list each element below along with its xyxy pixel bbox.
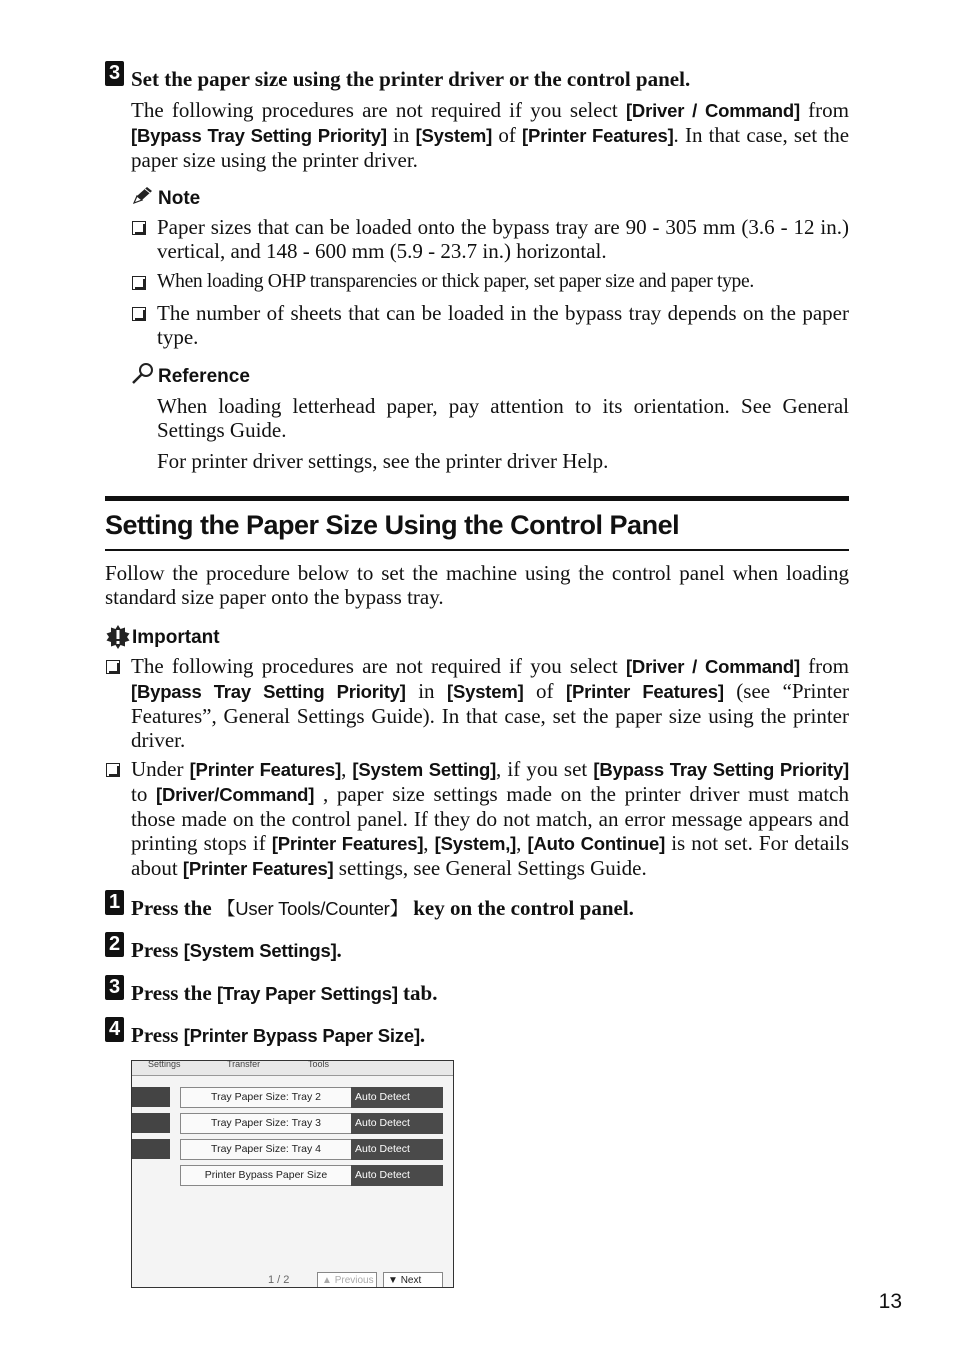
screenshot-side-button[interactable] [132, 1113, 170, 1133]
tray-setting-value: Auto Detect [351, 1139, 443, 1160]
step-heading: Set the paper size using the printer driver or the control panel. [131, 67, 691, 91]
checkbox-icon [106, 660, 120, 674]
text-run: tab. [403, 981, 438, 1005]
section-bottom-rule [105, 549, 849, 551]
step-heading [131, 1023, 425, 1048]
text-run: Press [131, 1023, 179, 1047]
screenshot-tab[interactable]: Transfer [227, 1060, 261, 1069]
reference-paragraph: For printer driver settings, see the printer driver Help. [157, 449, 609, 473]
text-run: , paper size settings made on the printer driver must match those made on the control panel. If they do not match, an error message appears and printing stops if [131, 782, 850, 855]
control-panel-screenshot [131, 1060, 454, 1288]
keyword: [Printer Features] [182, 858, 334, 879]
screenshot-side-button[interactable] [132, 1087, 170, 1107]
text-run: from [808, 654, 849, 678]
keyword: [Driver / Command] [625, 656, 800, 677]
tray-setting-value: Auto Detect [351, 1165, 443, 1186]
section-title: Setting the Paper Size Using the Control Panel [105, 510, 680, 540]
keyword: [Printer Bypass Paper Size] [183, 1025, 420, 1046]
text-run: . In that case, set the paper size using the printer driver. [131, 123, 850, 172]
pencil-icon [131, 186, 153, 206]
text-run: settings, see General Settings Guide. [338, 856, 647, 880]
text-run: key on the control panel. [413, 896, 634, 920]
note-label: Note [158, 188, 201, 209]
up-arrow-icon: ▲ [322, 1275, 332, 1286]
keyword: [Bypass Tray Setting Priority] [131, 125, 387, 146]
text-run: (see “Printer Features”, General Settings Guide). In that case, set the paper size using the printer driver. [131, 679, 850, 752]
text-run: from [808, 98, 849, 122]
checkbox-icon [132, 307, 146, 321]
reference-paragraph: When loading letterhead paper, pay attention to its orientation. See General Settings Guide. [157, 394, 849, 442]
step-body-paragraph [131, 98, 849, 172]
checkbox-icon [132, 276, 146, 290]
page-indicator: 1 / 2 [268, 1274, 290, 1286]
important-item: Under [Printer Features], [System Setting], if you set [Bypass Tray Setting Priority] to [Driver/Command] , paper size settings made on the printer driver must match those made on the control panel. If they do not match, an error message appears and printing stops if [Printer Features], [System,], [Auto Continue] is not set. For details about [Printer Features] settings, see General Settings Guide. [131, 757, 850, 880]
text-run: is not set. For details about [131, 831, 850, 880]
screenshot-tab-bar [132, 1061, 453, 1076]
reference-label: Reference [158, 366, 250, 387]
keyword: [Driver/Command] [156, 784, 315, 805]
next-label: Next [400, 1275, 422, 1286]
keyword: [Printer Features] [522, 125, 674, 146]
printer-bypass-paper-size-button[interactable]: Printer Bypass Paper Size [180, 1165, 352, 1186]
text-run: to [131, 782, 148, 806]
keyword: [Driver / Command] [625, 100, 800, 121]
important-item [131, 654, 849, 752]
important-icon [105, 624, 131, 650]
text-run: in [418, 679, 435, 703]
checkbox-icon [106, 763, 120, 777]
screenshot-side-button[interactable] [132, 1139, 170, 1159]
step-heading [131, 896, 634, 921]
keyword: [System Setting] [352, 759, 497, 780]
section-top-rule [105, 496, 849, 501]
keyword: [Printer Features] [189, 759, 342, 780]
checkbox-icon [132, 221, 146, 235]
previous-button[interactable] [317, 1272, 377, 1288]
text-run: The following procedures are not required if you select [131, 98, 618, 122]
magnifier-icon [131, 362, 155, 386]
next-button[interactable] [383, 1272, 443, 1288]
text-run: . [419, 1023, 426, 1047]
screenshot-tab[interactable]: Tools [308, 1060, 330, 1069]
keyword: [System] [415, 125, 493, 146]
keyword: [System,] [434, 833, 517, 854]
step-number-badge: 2 [105, 932, 124, 957]
text-run: in [393, 123, 410, 147]
tray-setting-button[interactable]: Tray Paper Size: Tray 4 [180, 1139, 352, 1160]
keyword: [System Settings] [183, 940, 337, 961]
step-number-badge: 4 [105, 1017, 124, 1042]
keyword: [Bypass Tray Setting Priority] [593, 759, 850, 780]
tray-setting-button[interactable]: Tray Paper Size: Tray 2 [180, 1087, 352, 1108]
text-run: Press [131, 938, 179, 962]
section-intro: Follow the procedure below to set the machine using the control panel when loading standard size paper onto the bypass tray. [105, 561, 849, 609]
text-run: of [536, 679, 554, 703]
keyword: [Auto Continue] [527, 833, 666, 854]
step-number-badge: 3 [105, 61, 124, 86]
text-run: Press the [131, 896, 212, 920]
text-run: Under [131, 757, 184, 781]
note-item: Paper sizes that can be loaded onto the bypass tray are 90 - 305 mm (3.6 - 12 in.) vertical, and 148 - 600 mm (5.9 - 23.7 in.) horizontal. [157, 215, 849, 263]
step-number-badge: 3 [105, 975, 124, 1000]
text-run: . [336, 938, 342, 962]
text-run: , if you set [496, 757, 588, 781]
keyword: [Tray Paper Settings] [216, 983, 398, 1004]
tray-setting-value: Auto Detect [351, 1113, 443, 1134]
keyword: [Bypass Tray Setting Priority] [131, 681, 406, 702]
important-label: Important [132, 627, 220, 648]
text-run: Press the [131, 981, 212, 1005]
tray-setting-button[interactable]: Tray Paper Size: Tray 3 [180, 1113, 352, 1134]
text-run: of [498, 123, 516, 147]
note-item: When loading OHP transparencies or thick paper, set paper size and paper type. [157, 271, 754, 292]
previous-label: Previous [334, 1275, 374, 1286]
step-heading [131, 938, 342, 963]
keyword: 【User Tools/Counter】 [216, 898, 408, 919]
tray-setting-value: Auto Detect [351, 1087, 443, 1108]
note-item: The number of sheets that can be loaded in the bypass tray depends on the paper type. [157, 301, 849, 349]
screenshot-tab[interactable]: Settings [148, 1060, 181, 1069]
text-run: The following procedures are not required if you select [131, 654, 618, 678]
page-number: 13 [878, 1290, 902, 1313]
keyword: [Printer Features] [271, 833, 424, 854]
keyword: [System] [447, 681, 524, 702]
keyword: [Printer Features] [565, 681, 724, 702]
step-heading [131, 981, 437, 1006]
down-arrow-icon: ▼ [388, 1275, 398, 1286]
step-number-badge: 1 [105, 890, 124, 915]
